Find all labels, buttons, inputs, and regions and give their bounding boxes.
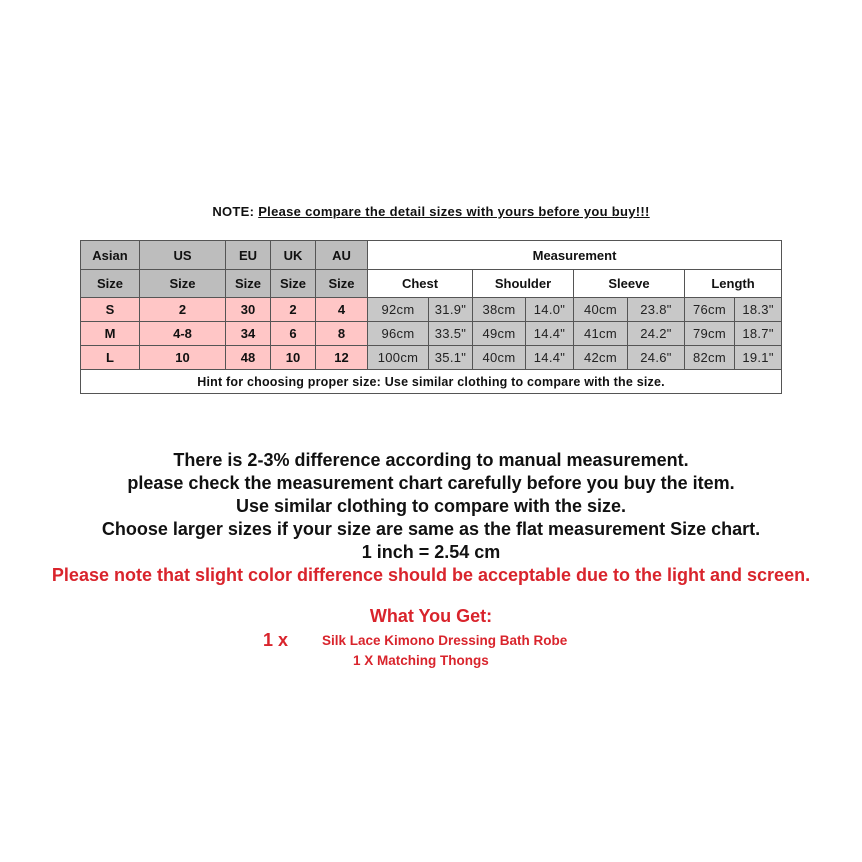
table-row — [81, 298, 782, 322]
cell-eu: 30 — [226, 298, 271, 322]
cell-length-cm: 79cm — [685, 322, 735, 346]
cell-shoulder-cm: 38cm — [473, 298, 526, 322]
header-us-size: Size — [140, 270, 226, 298]
cell-chest-in: 33.5" — [429, 322, 473, 346]
cell-shoulder-cm: 40cm — [473, 346, 526, 370]
header-us: US — [140, 241, 226, 270]
cell-asian: L — [81, 346, 140, 370]
header-eu-size: Size — [226, 270, 271, 298]
color-notice: Please note that slight color difference should be acceptable due to the light and screen. — [51, 565, 811, 585]
header-uk: UK — [271, 241, 316, 270]
cell-sleeve-cm: 41cm — [574, 322, 628, 346]
cell-au: 8 — [316, 322, 368, 346]
note-similar-clothing: Use similar clothing to compare with the size. — [235, 496, 627, 516]
note-difference: There is 2-3% difference according to manual measurement. — [173, 450, 689, 470]
cell-sleeve-in: 23.8" — [628, 298, 685, 322]
cell-sleeve-in: 24.6" — [628, 346, 685, 370]
cell-chest-in: 35.1" — [429, 346, 473, 370]
cell-shoulder-in: 14.0" — [526, 298, 574, 322]
cell-us: 2 — [140, 298, 226, 322]
cell-au: 4 — [316, 298, 368, 322]
measurement-header: Measurement — [368, 241, 782, 270]
cell-length-in: 18.7" — [735, 322, 782, 346]
header-au: AU — [316, 241, 368, 270]
cell-length-in: 19.1" — [735, 346, 782, 370]
header-shoulder: Shoulder — [473, 270, 574, 298]
header-asian-size: Size — [81, 270, 140, 298]
table-row — [81, 322, 782, 346]
hint-row — [81, 370, 782, 394]
cell-uk: 6 — [271, 322, 316, 346]
cell-us: 4-8 — [140, 322, 226, 346]
cell-shoulder-in: 14.4" — [526, 322, 574, 346]
header-length: Length — [685, 270, 782, 298]
cell-asian: S — [81, 298, 140, 322]
header-row-bottom — [81, 270, 782, 298]
cell-eu: 48 — [226, 346, 271, 370]
what-you-get-item-robe: Silk Lace Kimono Dressing Bath Robe — [322, 633, 568, 648]
cell-eu: 34 — [226, 322, 271, 346]
note-check-chart: please check the measurement chart carefully before you buy the item. — [127, 473, 735, 493]
what-you-get-title: What You Get: — [369, 606, 493, 626]
cell-shoulder-in: 14.4" — [526, 346, 574, 370]
cell-uk: 10 — [271, 346, 316, 370]
cell-length-cm: 76cm — [685, 298, 735, 322]
header-eu: EU — [226, 241, 271, 270]
size-notes — [0, 449, 862, 587]
header-uk-size: Size — [271, 270, 316, 298]
cell-chest-cm: 100cm — [368, 346, 429, 370]
note-line — [0, 204, 862, 219]
what-you-get-qty: 1 x — [263, 630, 289, 650]
header-au-size: Size — [316, 270, 368, 298]
cell-length-in: 18.3" — [735, 298, 782, 322]
cell-sleeve-cm: 42cm — [574, 346, 628, 370]
what-you-get-item-thongs: 1 X Matching Thongs — [353, 653, 489, 668]
note-larger-sizes: Choose larger sizes if your size are same as the flat measurement Size chart. — [101, 519, 761, 539]
header-chest: Chest — [368, 270, 473, 298]
cell-shoulder-cm: 49cm — [473, 322, 526, 346]
header-row-top — [81, 241, 782, 270]
cell-asian: M — [81, 322, 140, 346]
header-asian: Asian — [81, 241, 140, 270]
note-text: Please compare the detail sizes with yours before you buy!!! — [258, 204, 650, 219]
cell-au: 12 — [316, 346, 368, 370]
cell-chest-cm: 96cm — [368, 322, 429, 346]
cell-sleeve-in: 24.2" — [628, 322, 685, 346]
table-row — [81, 346, 782, 370]
hint-text: Hint for choosing proper size: Use similar clothing to compare with the size. — [81, 370, 782, 394]
size-chart-table — [80, 240, 782, 394]
cell-us: 10 — [140, 346, 226, 370]
cell-length-cm: 82cm — [685, 346, 735, 370]
header-sleeve: Sleeve — [574, 270, 685, 298]
cell-uk: 2 — [271, 298, 316, 322]
cell-chest-cm: 92cm — [368, 298, 429, 322]
cell-chest-in: 31.9" — [429, 298, 473, 322]
cell-sleeve-cm: 40cm — [574, 298, 628, 322]
note-inch-conversion: 1 inch = 2.54 cm — [361, 542, 501, 562]
note-label: NOTE: — [212, 204, 255, 219]
